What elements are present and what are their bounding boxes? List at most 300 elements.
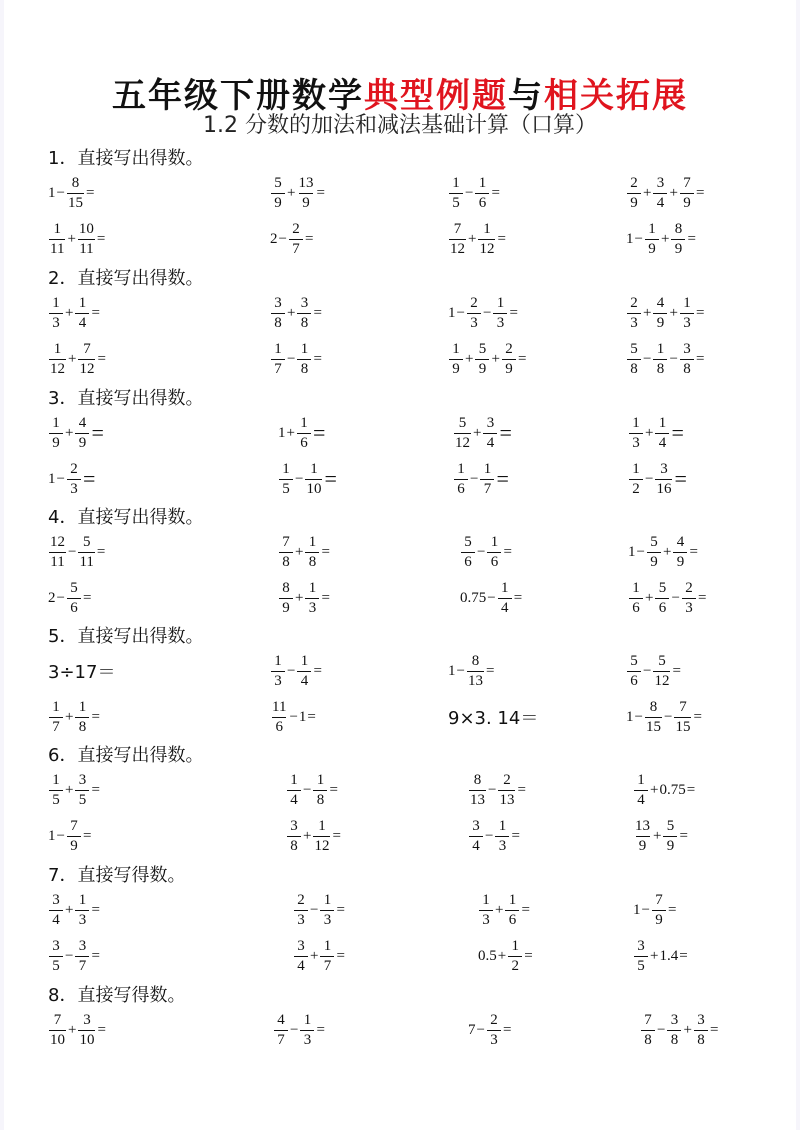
numerator: 1 xyxy=(52,414,60,431)
math-expression xyxy=(270,295,323,332)
denominator: 12 xyxy=(455,434,470,451)
denominator: 11 xyxy=(79,553,94,570)
problem xyxy=(48,170,95,216)
problem xyxy=(278,456,338,502)
math-expression xyxy=(270,699,317,736)
operator: = xyxy=(313,350,322,367)
denominator: 6 xyxy=(475,193,489,212)
fraction xyxy=(478,221,495,258)
problem xyxy=(48,767,101,813)
numerator: 1 xyxy=(282,460,290,477)
fraction xyxy=(627,295,641,332)
number: 1 xyxy=(278,424,286,441)
operator: = xyxy=(672,662,681,679)
numerator: 8 xyxy=(649,698,658,715)
denominator: 7 xyxy=(75,956,89,975)
problem xyxy=(48,410,105,456)
problem-row xyxy=(48,410,768,456)
operator: + xyxy=(287,304,296,321)
fraction xyxy=(627,341,641,378)
denominator: 4 xyxy=(483,433,497,452)
numerator: 1 xyxy=(310,460,318,477)
operator: − xyxy=(657,1021,666,1038)
problem xyxy=(626,290,705,336)
fraction xyxy=(78,341,95,378)
denominator: 6 xyxy=(629,598,643,617)
math-expression xyxy=(453,461,510,498)
fraction xyxy=(505,892,519,929)
problem xyxy=(48,1007,107,1053)
fraction xyxy=(67,175,84,212)
title-part-3: 与 xyxy=(508,75,544,116)
problem-row xyxy=(48,216,768,262)
math-expression xyxy=(48,818,92,855)
fraction xyxy=(647,534,661,571)
operator: = xyxy=(91,947,100,964)
numerator: 3 xyxy=(52,891,60,908)
numerator: 1 xyxy=(500,579,509,596)
fraction xyxy=(634,772,648,809)
operator: − xyxy=(636,543,645,560)
operator: − xyxy=(65,947,74,964)
fraction xyxy=(627,653,641,690)
operator: − xyxy=(56,470,65,487)
fraction xyxy=(297,341,311,378)
numerator: 1 xyxy=(52,294,60,311)
fraction xyxy=(49,221,65,258)
fraction xyxy=(454,461,468,498)
fraction xyxy=(655,415,669,452)
fraction xyxy=(469,772,486,809)
numerator: 2 xyxy=(470,294,478,311)
denominator: 6 xyxy=(655,598,669,617)
math-expression xyxy=(448,341,527,378)
operator: = xyxy=(695,184,705,201)
operator: = xyxy=(521,901,530,918)
numerator: 1 xyxy=(290,771,298,788)
denominator: 9 xyxy=(49,433,63,452)
section-heading: 5．直接写出得数。 xyxy=(48,626,204,647)
numerator: 1 xyxy=(508,891,517,908)
problem xyxy=(278,529,331,575)
denominator: 9 xyxy=(279,598,293,617)
fraction xyxy=(271,295,285,332)
number: 0.75 xyxy=(659,781,686,798)
numerator: 1 xyxy=(53,220,61,237)
denominator: 9 xyxy=(627,193,641,212)
operator: − xyxy=(56,827,65,844)
operator: − xyxy=(477,543,486,560)
numerator: 1 xyxy=(632,460,640,477)
fraction xyxy=(449,221,466,258)
operator: − xyxy=(634,230,643,247)
fraction xyxy=(653,341,667,378)
math-expression xyxy=(468,1012,512,1049)
problem xyxy=(48,290,101,336)
denominator: 5 xyxy=(75,790,89,809)
operator: + xyxy=(650,947,659,964)
denominator: 4 xyxy=(469,836,483,855)
denominator: 9 xyxy=(647,552,661,571)
operator: + xyxy=(465,350,474,367)
number: 1 xyxy=(48,827,56,844)
math-expression xyxy=(48,1012,107,1049)
problem xyxy=(278,410,326,456)
problem-row xyxy=(48,529,768,575)
denominator: 7 xyxy=(289,239,303,258)
numerator: 1 xyxy=(490,533,499,550)
math-expression xyxy=(48,534,106,571)
math-expression xyxy=(626,175,705,212)
numerator: 1 xyxy=(632,579,640,596)
denominator: 10 xyxy=(50,1031,65,1048)
math-expression xyxy=(48,699,101,736)
fraction xyxy=(479,892,493,929)
numerator: 2 xyxy=(503,771,511,788)
operator: + xyxy=(683,1021,692,1038)
operator: = xyxy=(324,466,337,491)
numerator: 8 xyxy=(471,652,480,669)
problem xyxy=(640,1007,719,1053)
section-heading: 1．直接写出得数。 xyxy=(48,148,204,169)
problem xyxy=(48,456,96,502)
fraction xyxy=(653,175,667,212)
operator: + xyxy=(310,947,319,964)
fraction xyxy=(67,818,81,855)
denominator: 8 xyxy=(305,552,319,571)
math-expression xyxy=(278,580,331,617)
fraction xyxy=(483,415,497,452)
problem xyxy=(628,456,688,502)
problem xyxy=(633,813,689,859)
problem xyxy=(270,170,326,216)
denominator: 8 xyxy=(287,836,301,855)
fraction xyxy=(320,938,334,975)
denominator: 9 xyxy=(67,836,81,855)
number: 1 xyxy=(298,708,307,725)
numerator: 1 xyxy=(656,340,665,357)
operator: = xyxy=(332,827,341,844)
denominator: 8 xyxy=(680,359,694,378)
operator: + xyxy=(669,304,678,321)
operator: = xyxy=(321,589,330,606)
fraction xyxy=(680,175,694,212)
math-expression xyxy=(626,341,705,378)
operator: = xyxy=(695,304,705,321)
numerator: 3 xyxy=(656,174,665,191)
denominator: 13 xyxy=(499,791,515,808)
numerator: 11 xyxy=(272,698,287,715)
denominator: 13 xyxy=(470,791,485,808)
operator: − xyxy=(56,184,65,201)
math-expression xyxy=(48,580,92,617)
number: 2 xyxy=(270,230,278,247)
problem xyxy=(628,575,707,621)
numerator: 5 xyxy=(650,533,658,550)
denominator: 9 xyxy=(475,359,489,378)
numerator: 1 xyxy=(483,460,492,477)
problem xyxy=(48,933,101,979)
problem-row xyxy=(48,336,768,382)
operator: + xyxy=(68,350,77,367)
problem xyxy=(48,694,101,740)
numerator: 10 xyxy=(78,220,94,237)
section-heading: 4．直接写出得数。 xyxy=(48,507,204,528)
numerator: 2 xyxy=(505,340,513,357)
operator: + xyxy=(295,589,304,606)
fraction xyxy=(498,580,512,617)
problem-row xyxy=(48,290,768,336)
problem xyxy=(273,1007,326,1053)
operator: = xyxy=(689,543,698,560)
fraction xyxy=(75,938,89,975)
problem xyxy=(626,170,705,216)
fraction xyxy=(454,415,471,452)
operator: = xyxy=(321,543,330,560)
number: 1 xyxy=(626,708,634,725)
denominator: 6 xyxy=(272,717,286,736)
fraction xyxy=(680,295,694,332)
numerator: 8 xyxy=(473,771,482,788)
denominator: 9 xyxy=(636,836,650,855)
problem-row xyxy=(48,694,768,740)
fraction xyxy=(645,699,662,736)
fraction xyxy=(67,461,81,498)
exercise-section-8 xyxy=(48,985,768,1053)
numerator: 3 xyxy=(472,817,480,834)
math-expression xyxy=(478,938,534,975)
denominator: 4 xyxy=(294,956,308,975)
operator: − xyxy=(295,470,304,487)
numerator: 1 xyxy=(632,414,640,431)
operator: = xyxy=(674,466,687,491)
denominator: 8 xyxy=(653,359,667,378)
problem xyxy=(293,887,346,933)
problem xyxy=(468,767,527,813)
math-expression xyxy=(628,415,685,452)
number: 0.75 xyxy=(460,589,487,606)
denominator: 3 xyxy=(627,313,641,332)
math-expression xyxy=(48,341,107,378)
fraction xyxy=(49,341,66,378)
fraction xyxy=(671,221,685,258)
denominator: 3 xyxy=(479,910,493,929)
operator: = xyxy=(517,350,527,367)
denominator: 3 xyxy=(305,598,319,617)
fraction xyxy=(75,415,89,452)
fraction xyxy=(467,653,484,690)
operator: + xyxy=(497,947,507,964)
number: 2 xyxy=(48,589,56,606)
operator: + xyxy=(495,901,504,918)
denominator: 10 xyxy=(79,1031,95,1048)
problem xyxy=(48,887,101,933)
operator: − xyxy=(671,589,680,606)
operator: + xyxy=(669,184,678,201)
numerator: 1 xyxy=(274,652,282,669)
number: 1 xyxy=(448,662,456,679)
numerator: 13 xyxy=(635,817,650,834)
math-expression xyxy=(626,653,682,690)
numerator: 1 xyxy=(318,817,326,834)
fraction xyxy=(297,295,311,332)
fraction xyxy=(305,580,319,617)
operator: = xyxy=(499,420,512,445)
exercise-section-2 xyxy=(48,268,768,382)
numerator: 3 xyxy=(637,937,645,954)
fraction xyxy=(313,818,330,855)
numerator: 7 xyxy=(453,220,462,237)
fraction xyxy=(287,818,301,855)
denominator: 9 xyxy=(652,910,666,929)
operator: − xyxy=(669,350,678,367)
problem xyxy=(626,336,705,382)
numerator: 3 xyxy=(83,1011,91,1028)
denominator: 4 xyxy=(75,313,89,332)
fraction xyxy=(449,341,463,378)
numerator: 7 xyxy=(655,891,663,908)
math-expression xyxy=(293,938,346,975)
fraction xyxy=(653,295,667,332)
title-part-1: 五年级下册数学 xyxy=(112,75,364,116)
number: 1 xyxy=(48,470,56,487)
fraction xyxy=(629,461,643,498)
problem xyxy=(270,216,314,262)
fraction xyxy=(75,699,89,736)
denominator: 12 xyxy=(314,837,330,854)
math-expression xyxy=(270,341,323,378)
operator: − xyxy=(278,230,287,247)
denominator: 4 xyxy=(498,598,512,617)
denominator: 6 xyxy=(627,671,641,690)
title-part-4: 相关拓展 xyxy=(544,75,688,116)
numerator: 1 xyxy=(452,174,460,191)
problem xyxy=(448,694,538,740)
problem xyxy=(628,529,699,575)
fraction xyxy=(271,175,285,212)
fraction xyxy=(271,699,287,736)
operator: + xyxy=(473,424,482,441)
numerator: 7 xyxy=(644,1011,652,1028)
operator: = xyxy=(509,304,518,321)
denominator: 9 xyxy=(271,193,285,212)
problem xyxy=(448,648,495,694)
operator: + xyxy=(65,901,74,918)
number: 1 xyxy=(448,304,456,321)
operator: − xyxy=(482,304,492,321)
title-part-2: 典型例题 xyxy=(364,75,508,116)
operator: = xyxy=(697,589,707,606)
numerator: 1 xyxy=(308,579,317,596)
math-expression xyxy=(278,461,338,498)
problem xyxy=(626,216,697,262)
fraction xyxy=(67,580,81,617)
fraction xyxy=(502,341,516,378)
operator: + xyxy=(645,589,654,606)
denominator: 3 xyxy=(67,479,81,498)
problem xyxy=(293,933,346,979)
problem xyxy=(478,933,534,979)
fraction xyxy=(469,818,483,855)
numerator: 2 xyxy=(297,891,305,908)
operator: + xyxy=(286,424,295,441)
problem xyxy=(626,648,682,694)
operator: = xyxy=(316,1021,325,1038)
math-expression xyxy=(628,580,707,617)
denominator: 8 xyxy=(279,552,293,571)
operator: = xyxy=(96,543,106,560)
math-expression xyxy=(48,938,101,975)
operator: − xyxy=(56,589,65,606)
operator: + xyxy=(295,543,304,560)
denominator: 9 xyxy=(502,359,516,378)
denominator: 7 xyxy=(320,956,334,975)
denominator: 3 xyxy=(467,313,481,332)
fraction xyxy=(294,938,308,975)
denominator: 16 xyxy=(656,480,672,497)
numerator: 1 xyxy=(300,652,309,669)
problem xyxy=(453,456,510,502)
numerator: 8 xyxy=(71,174,80,191)
numerator: 7 xyxy=(679,698,687,715)
math-expression xyxy=(286,818,342,855)
operator: = xyxy=(96,230,106,247)
operator: = xyxy=(496,466,509,491)
fraction xyxy=(297,175,314,212)
operator: + xyxy=(65,708,74,725)
numerator: 2 xyxy=(685,579,693,596)
problem xyxy=(468,1007,512,1053)
problem-row xyxy=(48,456,768,502)
numerator: 5 xyxy=(630,652,638,669)
operator: − xyxy=(634,708,643,725)
denominator: 4 xyxy=(653,193,667,212)
fraction xyxy=(682,580,696,617)
operator: − xyxy=(290,1021,299,1038)
fraction xyxy=(49,1012,66,1049)
problem xyxy=(48,648,115,694)
operator: = xyxy=(307,708,316,725)
problem-row xyxy=(48,813,768,859)
operator: − xyxy=(641,901,650,918)
denominator: 6 xyxy=(487,552,501,571)
numerator: 4 xyxy=(676,533,685,550)
math-expression xyxy=(468,772,527,809)
denominator: 6 xyxy=(505,910,519,929)
problem xyxy=(633,767,696,813)
math-expression xyxy=(48,461,96,498)
problem xyxy=(448,290,519,336)
denominator: 4 xyxy=(297,671,311,690)
operator: = xyxy=(502,1021,512,1038)
operator: − xyxy=(287,350,296,367)
math-expression xyxy=(448,175,501,212)
problem-row xyxy=(48,575,768,621)
problem xyxy=(626,694,703,740)
denominator: 3 xyxy=(495,836,509,855)
operator: + xyxy=(643,304,652,321)
fraction xyxy=(629,580,643,617)
fraction xyxy=(508,938,522,975)
operator: + xyxy=(65,304,74,321)
problem xyxy=(448,336,527,382)
denominator: 12 xyxy=(479,240,495,257)
operator: − xyxy=(456,662,465,679)
denominator: 8 xyxy=(271,313,285,332)
math-expression xyxy=(633,892,677,929)
math-expression xyxy=(633,772,696,809)
fraction xyxy=(287,772,301,809)
